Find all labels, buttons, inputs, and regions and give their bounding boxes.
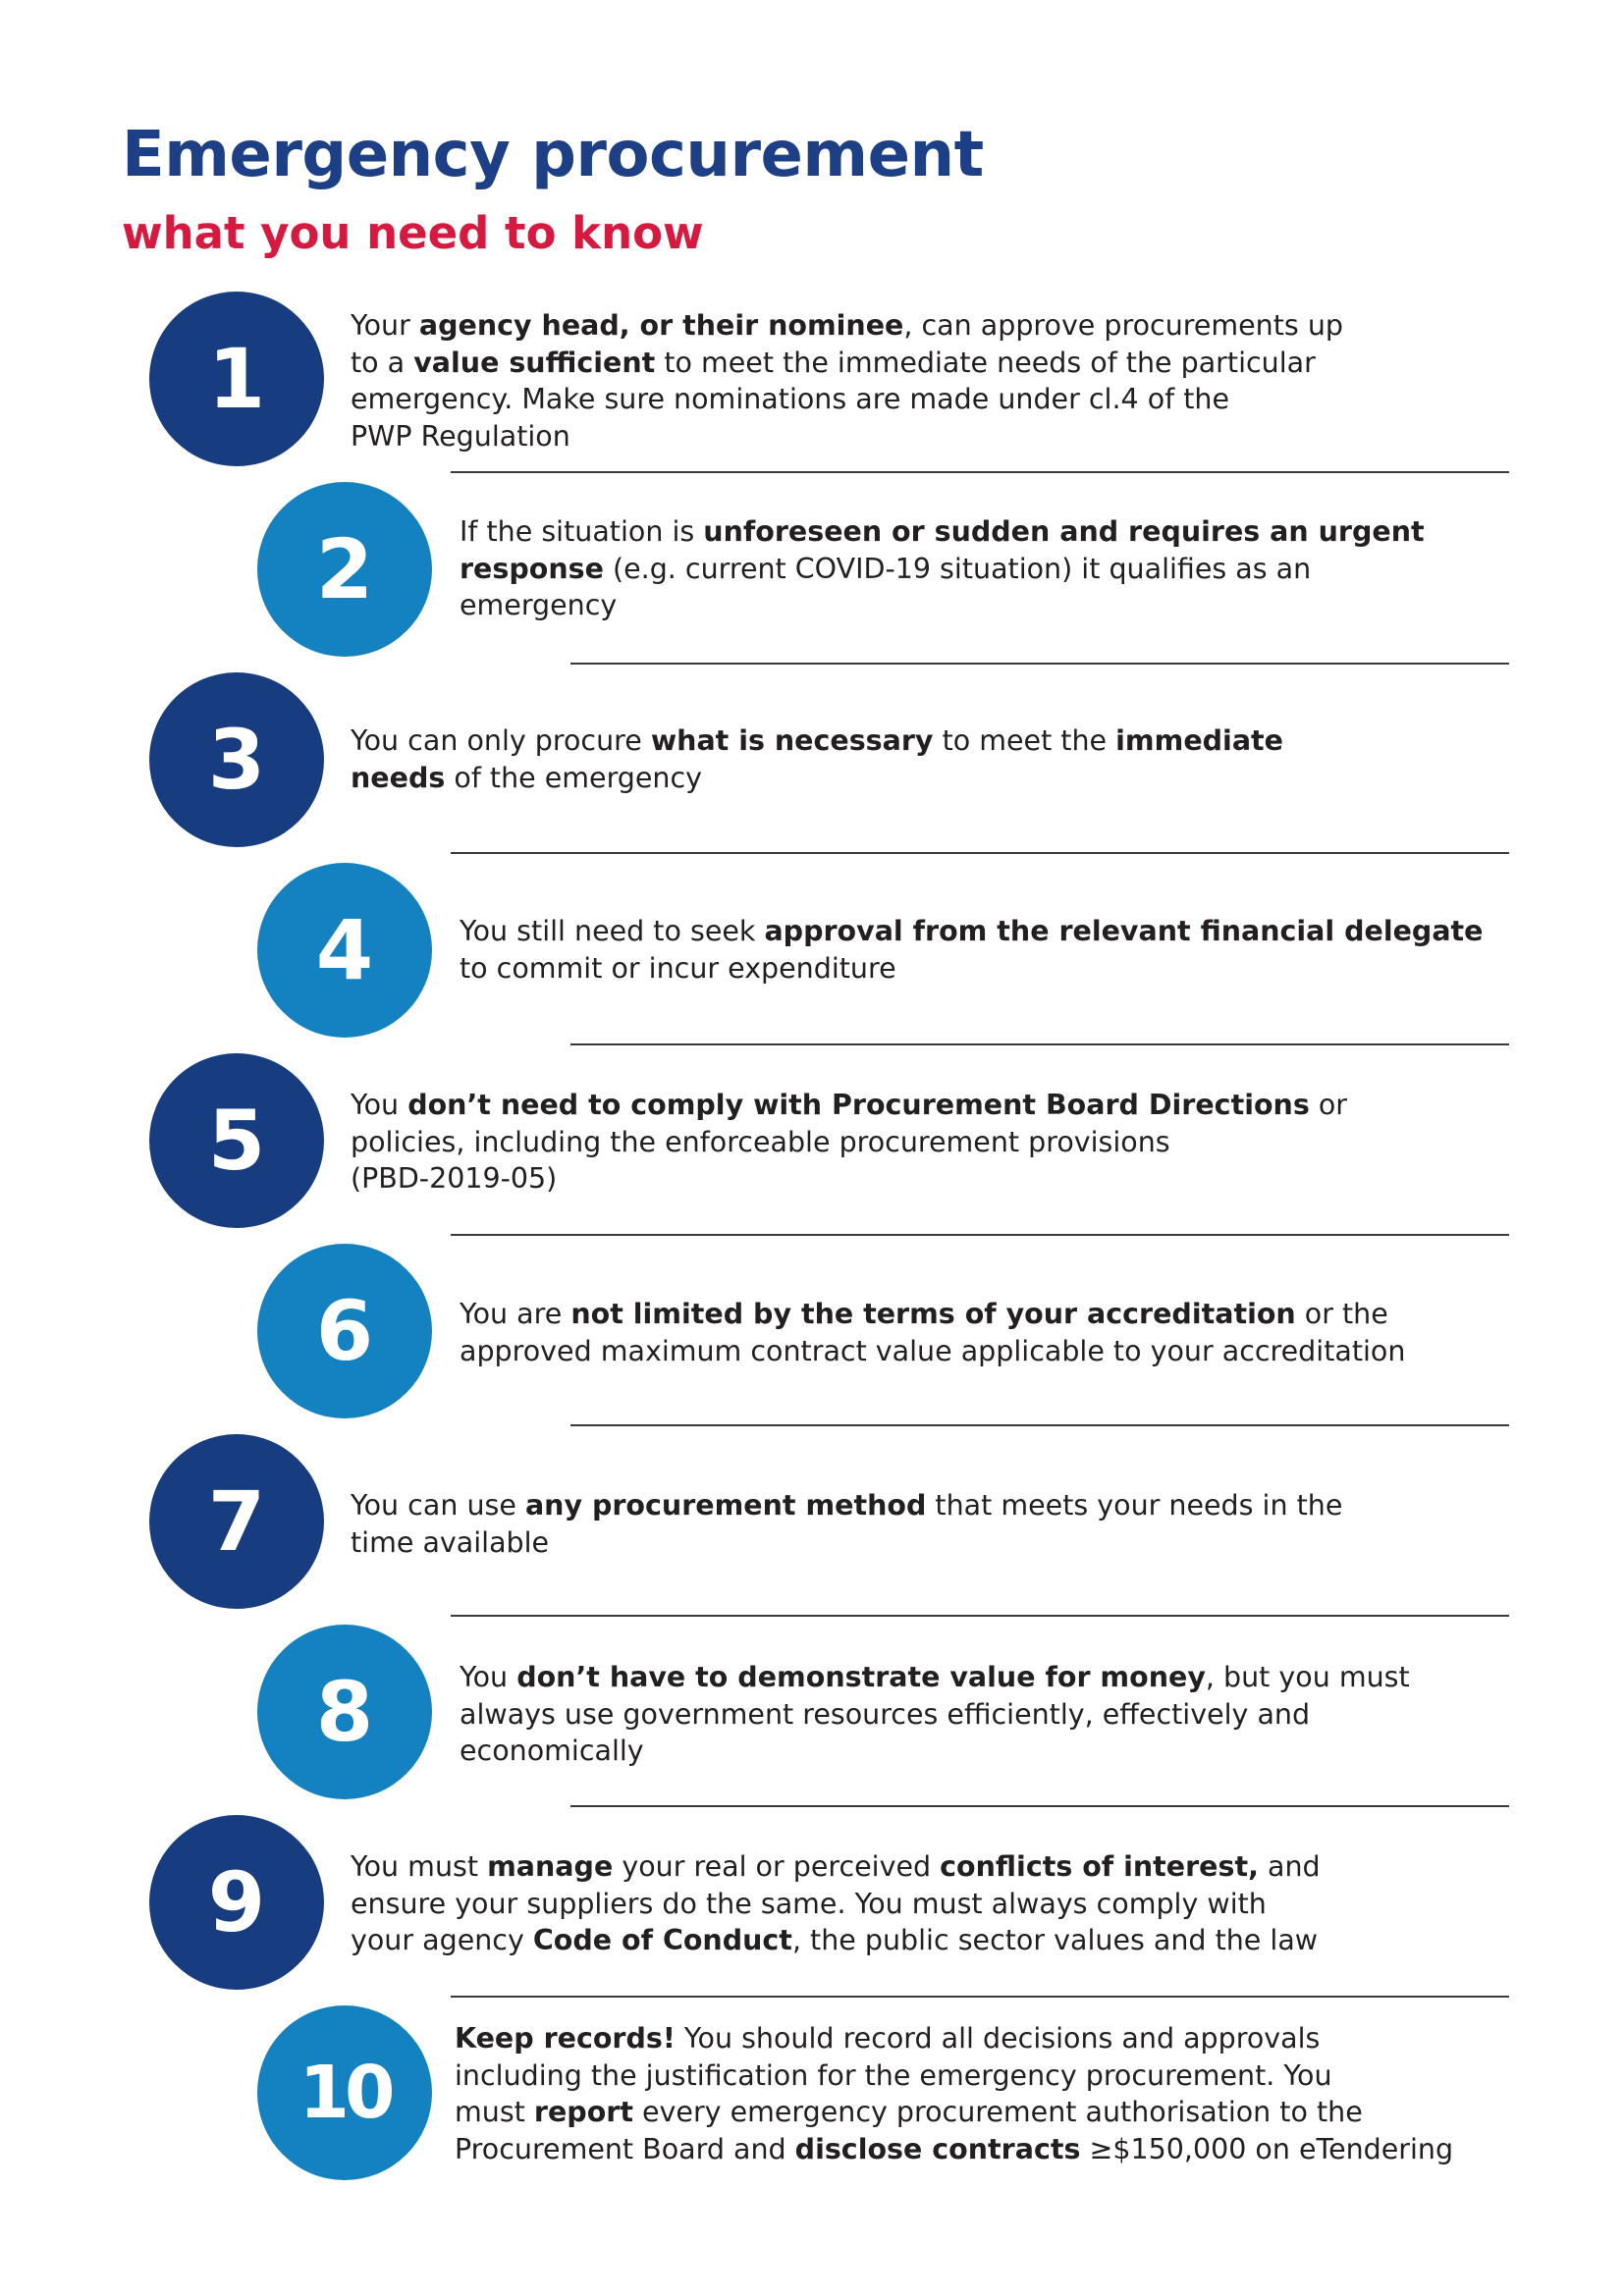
step-number-badge xyxy=(149,672,324,847)
body-text: You can use xyxy=(351,1489,525,1522)
body-text: to commit or incur expenditure xyxy=(460,951,896,985)
step-text xyxy=(460,1659,1410,1770)
emphasis-text: what is necessary xyxy=(650,724,934,757)
emphasis-text: Keep records! xyxy=(455,2022,676,2055)
divider-line xyxy=(570,1805,1509,1807)
body-text: PWP Regulation xyxy=(351,419,570,453)
step-number: 10 xyxy=(298,2051,391,2135)
divider-line xyxy=(570,1043,1509,1045)
body-text: You xyxy=(460,1661,517,1693)
step-number: 6 xyxy=(315,1283,374,1379)
step-number: 7 xyxy=(207,1473,266,1570)
emphasis-text: disclose contracts xyxy=(794,2132,1081,2165)
step-text xyxy=(351,1848,1321,1959)
divider-line xyxy=(451,1234,1509,1236)
emphasis-text: agency head, or their nominee xyxy=(418,309,904,342)
step-text xyxy=(351,1087,1347,1198)
step-number: 5 xyxy=(207,1093,266,1189)
body-text: (e.g. current COVID-19 situation) it qualifies as an xyxy=(603,552,1312,585)
body-text: If the situation is xyxy=(460,515,704,548)
step-number: 1 xyxy=(207,331,266,427)
divider-line xyxy=(570,1424,1509,1426)
emphasis-text: response xyxy=(460,552,604,585)
body-text: , the public sector values and the law xyxy=(791,1924,1319,1956)
step-text xyxy=(460,1296,1405,1369)
body-text: emergency. Make sure nominations are made under cl.4 of the xyxy=(351,383,1229,415)
step-number: 8 xyxy=(315,1664,374,1760)
emphasis-text: any procurement method xyxy=(524,1489,927,1522)
body-text: and xyxy=(1258,1850,1321,1883)
step-text xyxy=(460,913,1484,987)
divider-line xyxy=(451,1615,1509,1617)
step-number-badge xyxy=(257,482,432,657)
emphasis-text: conflicts of interest, xyxy=(940,1850,1259,1883)
divider-line xyxy=(451,1996,1509,1998)
body-text: You still need to seek xyxy=(460,915,765,947)
body-text: that meets your needs in the xyxy=(926,1489,1343,1522)
body-text: to meet the xyxy=(933,724,1116,757)
body-text: of the emergency xyxy=(445,761,703,794)
emphasis-text: needs xyxy=(351,761,446,794)
emphasis-text: Code of Conduct xyxy=(532,1924,792,1956)
emphasis-text: value sufficient xyxy=(413,346,656,379)
step-number-badge xyxy=(257,1625,432,1799)
divider-line xyxy=(570,663,1509,665)
body-text: emergency xyxy=(460,589,618,621)
body-text: (PBD-2019-05) xyxy=(351,1162,558,1195)
step-number-badge xyxy=(149,1053,324,1228)
body-text: ensure your suppliers do the same. You must always comply with xyxy=(351,1887,1267,1920)
emphasis-text: unforeseen or sudden and requires an urgent xyxy=(703,515,1425,548)
body-text: , can approve procurements up xyxy=(903,309,1343,342)
body-text: or the xyxy=(1295,1298,1388,1330)
body-text: policies, including the enforceable procurement provisions xyxy=(351,1125,1170,1158)
divider-line xyxy=(451,471,1509,473)
divider-line xyxy=(451,852,1509,854)
body-text: You are xyxy=(460,1298,571,1330)
step-text xyxy=(351,1487,1342,1561)
step-number-badge xyxy=(149,1434,324,1609)
emphasis-text: don’t need to comply with Procurement Board Directions xyxy=(407,1089,1310,1121)
emphasis-text: immediate xyxy=(1115,724,1284,757)
body-text: to meet the immediate needs of the particular xyxy=(655,346,1316,379)
step-text xyxy=(351,722,1283,796)
body-text: Your xyxy=(351,309,419,342)
emphasis-text: manage xyxy=(487,1850,614,1883)
body-text: or xyxy=(1309,1089,1348,1121)
body-text: You xyxy=(351,1089,408,1121)
step-text xyxy=(460,513,1425,624)
emphasis-text: not limited by the terms of your accreditation xyxy=(570,1298,1296,1330)
emphasis-text: don’t have to demonstrate value for money xyxy=(516,1661,1206,1693)
step-number: 9 xyxy=(207,1854,266,1950)
body-text: economically xyxy=(460,1735,644,1767)
body-text: your agency xyxy=(351,1924,533,1956)
step-number-badge xyxy=(257,2005,432,2180)
body-text: Procurement Board and xyxy=(455,2132,795,2165)
page-subtitle: what you need to know xyxy=(122,207,704,259)
step-text xyxy=(455,2020,1453,2167)
body-text: , but you must xyxy=(1205,1661,1410,1693)
body-text: to a xyxy=(351,346,414,379)
body-text: You must xyxy=(351,1850,488,1883)
body-text: You should record all decisions and approvals xyxy=(675,2022,1321,2055)
body-text: always use government resources efficiently, effectively and xyxy=(460,1697,1311,1731)
step-number-badge xyxy=(149,292,324,466)
step-number: 3 xyxy=(207,712,266,808)
body-text: ≥$150,000 on eTendering xyxy=(1080,2132,1454,2165)
body-text: must xyxy=(455,2096,534,2128)
step-text xyxy=(351,307,1343,454)
step-number: 2 xyxy=(315,521,374,617)
page-title: Emergency procurement xyxy=(122,119,984,191)
body-text: every emergency procurement authorisation to the xyxy=(632,2096,1363,2128)
body-text: You can only procure xyxy=(351,724,651,757)
body-text: time available xyxy=(351,1525,550,1559)
body-text: including the justification for the emergency procurement. You xyxy=(455,2058,1332,2092)
step-number-badge xyxy=(257,1244,432,1418)
body-text: approved maximum contract value applicable to your accreditation xyxy=(460,1334,1406,1367)
emphasis-text: report xyxy=(533,2096,633,2128)
body-text: your real or perceived xyxy=(613,1850,941,1883)
step-number: 4 xyxy=(315,902,374,998)
emphasis-text: approval from the relevant financial delegate xyxy=(764,915,1484,947)
step-number-badge xyxy=(149,1815,324,1990)
step-number-badge xyxy=(257,863,432,1038)
